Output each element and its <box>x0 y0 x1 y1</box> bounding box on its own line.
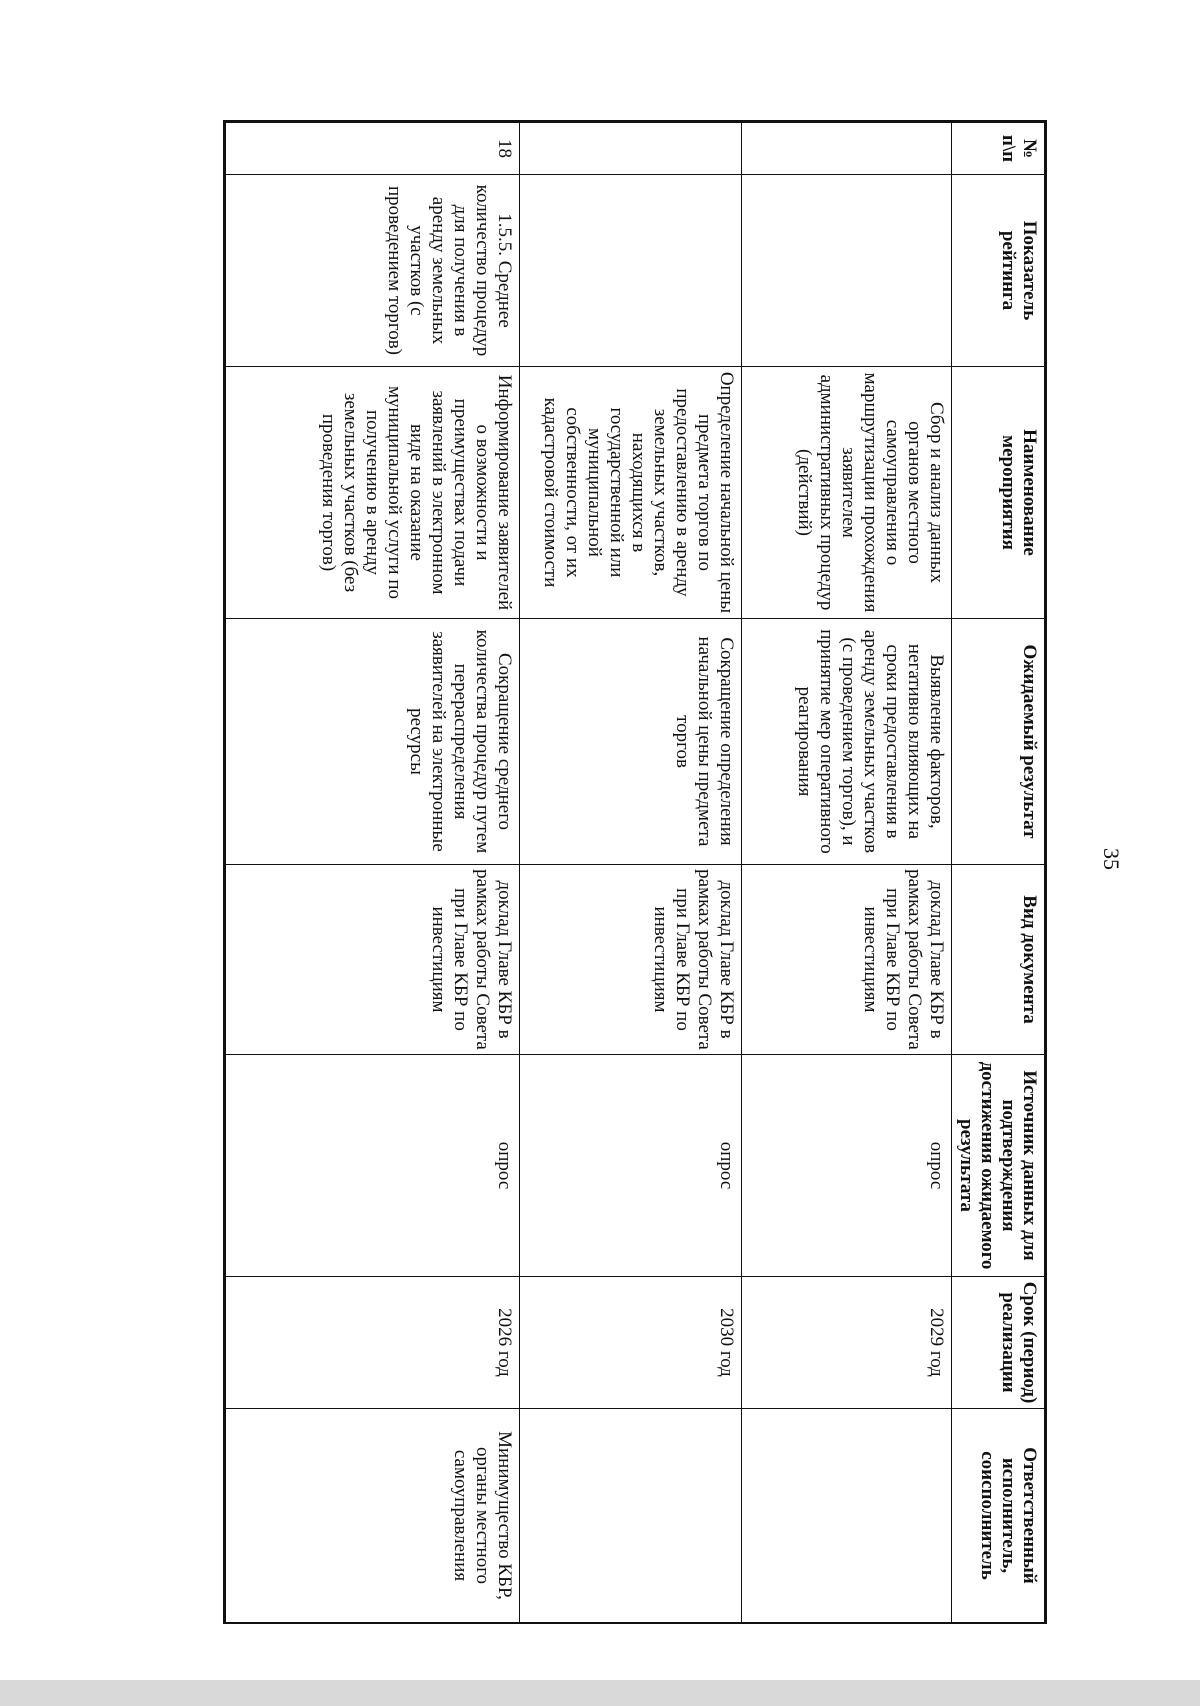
cell-data-source: опрос <box>520 1055 742 1277</box>
table-header-row <box>952 123 1045 1623</box>
header-data-source: Источник данных для подтверждения достижения ожидаемого результата <box>952 1055 1045 1277</box>
table-row <box>742 123 952 1623</box>
table-row <box>520 123 742 1623</box>
header-doc-type: Вид документа <box>952 865 1045 1055</box>
document-sheet <box>223 120 1047 1624</box>
header-activity: Наименование мероприятия <box>952 367 1045 619</box>
table-row <box>226 123 520 1623</box>
cell-num <box>520 123 742 175</box>
rotated-table-container <box>225 122 1045 1622</box>
cell-indicator <box>520 175 742 367</box>
cell-doc-type: доклад Главе КБР в рамках работы Совета при Главе КБР по инвестициям <box>742 865 952 1055</box>
cell-deadline: 2030 год <box>520 1277 742 1409</box>
cell-deadline: 2026 год <box>226 1277 520 1409</box>
cell-result: Сокращение среднего количества процедур путем перераспределения заявителей на электронные ресурсы <box>226 619 520 865</box>
cell-deadline: 2029 год <box>742 1277 952 1409</box>
cell-indicator: 1.5.5. Среднее количество процедур для получения в аренду земельных участков (с проведением торгов) <box>226 175 520 367</box>
cell-indicator <box>742 175 952 367</box>
cell-doc-type: доклад Главе КБР в рамках работы Совета при Главе КБР по инвестициям <box>520 865 742 1055</box>
activities-table <box>225 122 1045 1623</box>
cell-num <box>742 123 952 175</box>
cell-responsible <box>520 1409 742 1623</box>
cell-activity: Информирование заявителей о возможности и преимуществах подачи заявлений в электронном виде на оказание муниципальной услуги по получению в аренду земельных участков (без проведения торгов) <box>226 367 520 619</box>
page-number: 35 <box>1099 848 1124 870</box>
header-indicator: Показатель рейтинга <box>952 175 1045 367</box>
cell-data-source: опрос <box>226 1055 520 1277</box>
header-deadline: Срок (период) реализации <box>952 1277 1045 1409</box>
cell-activity: Сбор и анализ данных органов местного самоуправления о маршрутизации прохождения заявителем административных процедур (действий) <box>742 367 952 619</box>
cell-data-source: опрос <box>742 1055 952 1277</box>
cell-responsible <box>742 1409 952 1623</box>
scan-edge-shadow <box>0 1680 1200 1706</box>
cell-activity: Определение начальной цены предмета торгов по предоставлению в аренду земельных участков, находящихся в государственной или муниципальной собственности, от их кадастровой стоимости <box>520 367 742 619</box>
header-result: Ожидаемый результат <box>952 619 1045 865</box>
cell-num: 18 <box>226 123 520 175</box>
cell-doc-type: доклад Главе КБР в рамках работы Совета при Главе КБР по инвестициям <box>226 865 520 1055</box>
header-num: № п\п <box>952 123 1045 175</box>
header-responsible: Ответственный исполнитель, соисполнитель <box>952 1409 1045 1623</box>
cell-result: Сокращение определения начальной цены предмета торгов <box>520 619 742 865</box>
cell-responsible: Минимущество КБР, органы местного самоуправления <box>226 1409 520 1623</box>
cell-result: Выявление факторов, негативно влияющих на сроки предоставления в аренду земельных участков (с проведением торгов), и принятие мер оперативного реагирования <box>742 619 952 865</box>
